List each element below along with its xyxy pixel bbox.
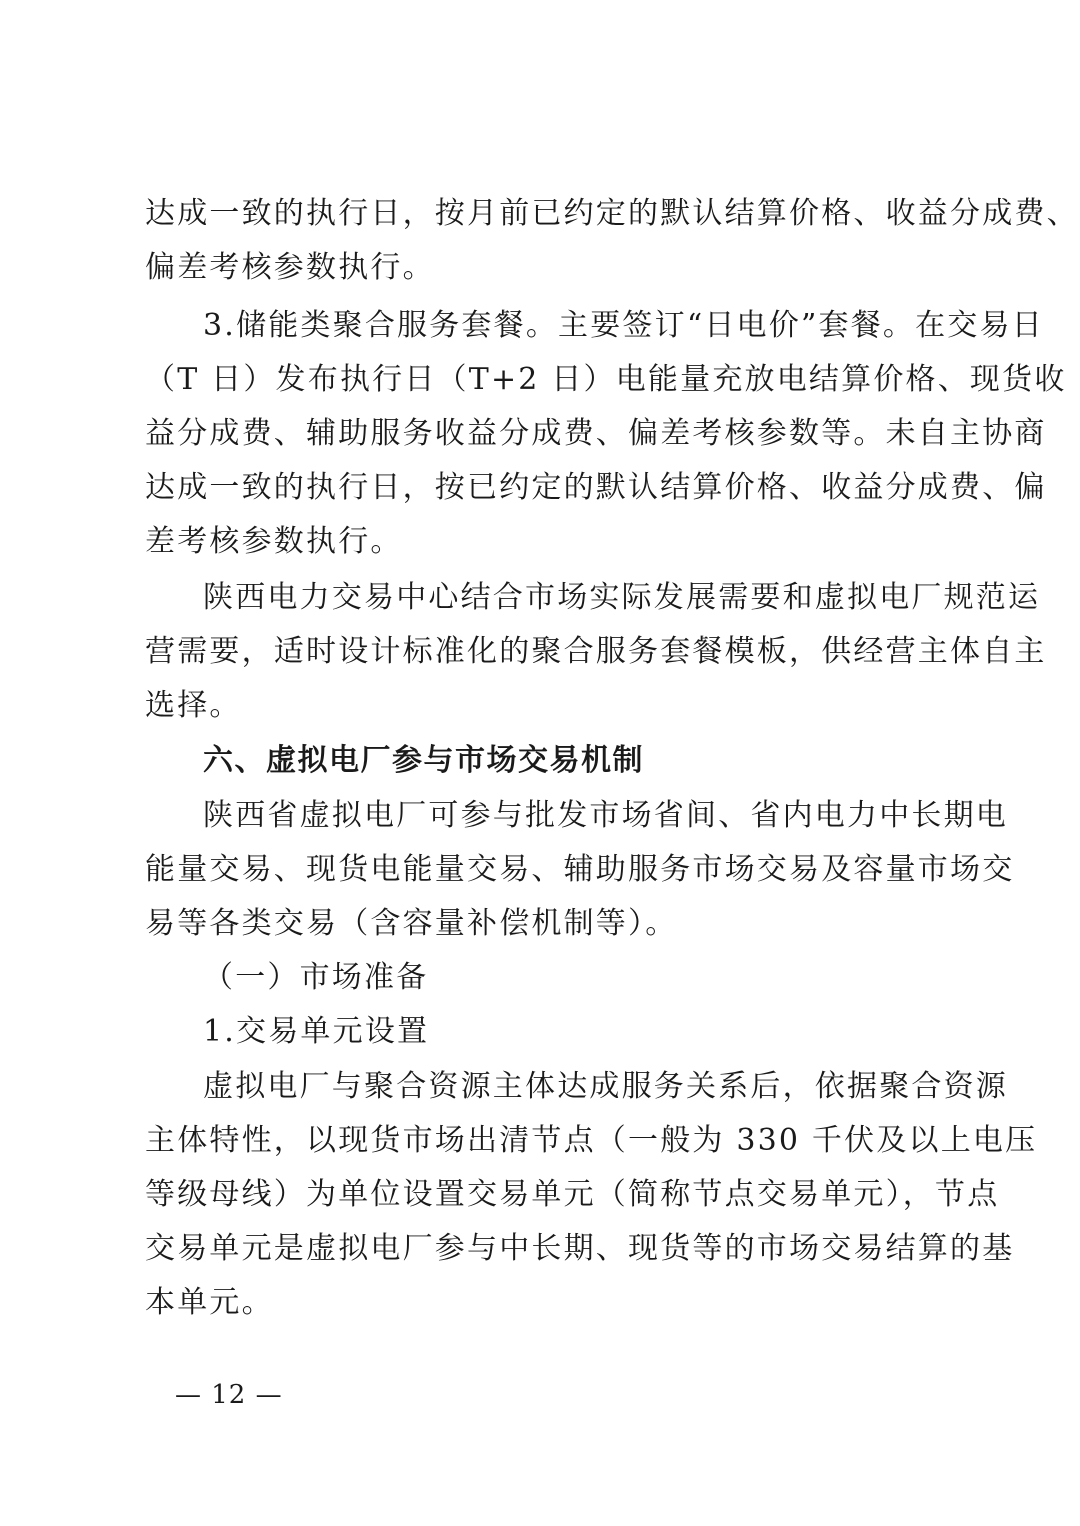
paragraph-d-line-2: 能量交易、现货电能量交易、辅助服务市场交易及容量市场交	[145, 852, 1015, 887]
paragraph-e-line-2: 主体特性，以现货市场出清节点（一般为 330 千伏及以上电压	[145, 1123, 1038, 1158]
paragraph-e-line-3: 等级母线）为单位设置交易单元（简称节点交易单元），节点	[145, 1177, 1000, 1212]
paragraph-a-line-1: 达成一致的执行日，按月前已约定的默认结算价格、收益分成费、	[145, 196, 1079, 231]
paragraph-b-line-3: 益分成费、辅助服务收益分成费、偏差考核参数等。未自主协商	[145, 416, 1047, 451]
paragraph-c-line-3: 选择。	[145, 688, 242, 723]
paragraph-e-line-5: 本单元。	[145, 1285, 274, 1320]
page-number: — 12 —	[175, 1380, 283, 1410]
item-heading: 1.交易单元设置	[203, 1014, 430, 1049]
paragraph-c-line-1: 陕西电力交易中心结合市场实际发展需要和虚拟电厂规范运	[203, 580, 1041, 615]
paragraph-d-line-1: 陕西省虚拟电厂可参与批发市场省间、省内电力中长期电	[203, 798, 1008, 833]
paragraph-b-line-2: （T 日）发布执行日（T+2 日）电能量充放电结算价格、现货收	[145, 362, 1067, 397]
paragraph-b-line-4: 达成一致的执行日，按已约定的默认结算价格、收益分成费、偏	[145, 470, 1047, 505]
subsection-heading: （一）市场准备	[203, 960, 429, 995]
paragraph-a-line-2: 偏差考核参数执行。	[145, 250, 435, 285]
paragraph-b-line-5: 差考核参数执行。	[145, 524, 403, 559]
section-heading: 六、虚拟电厂参与市场交易机制	[203, 743, 644, 778]
paragraph-e-line-1: 虚拟电厂与聚合资源主体达成服务关系后，依据聚合资源	[203, 1069, 1008, 1104]
paragraph-c-line-2: 营需要，适时设计标准化的聚合服务套餐模板，供经营主体自主	[145, 634, 1047, 669]
paragraph-d-line-3: 易等各类交易（含容量补偿机制等）。	[145, 906, 678, 941]
paragraph-e-line-4: 交易单元是虚拟电厂参与中长期、现货等的市场交易结算的基	[145, 1231, 1015, 1266]
paragraph-b-line-1: 3.储能类聚合服务套餐。主要签订“日电价”套餐。在交易日	[203, 308, 1044, 343]
